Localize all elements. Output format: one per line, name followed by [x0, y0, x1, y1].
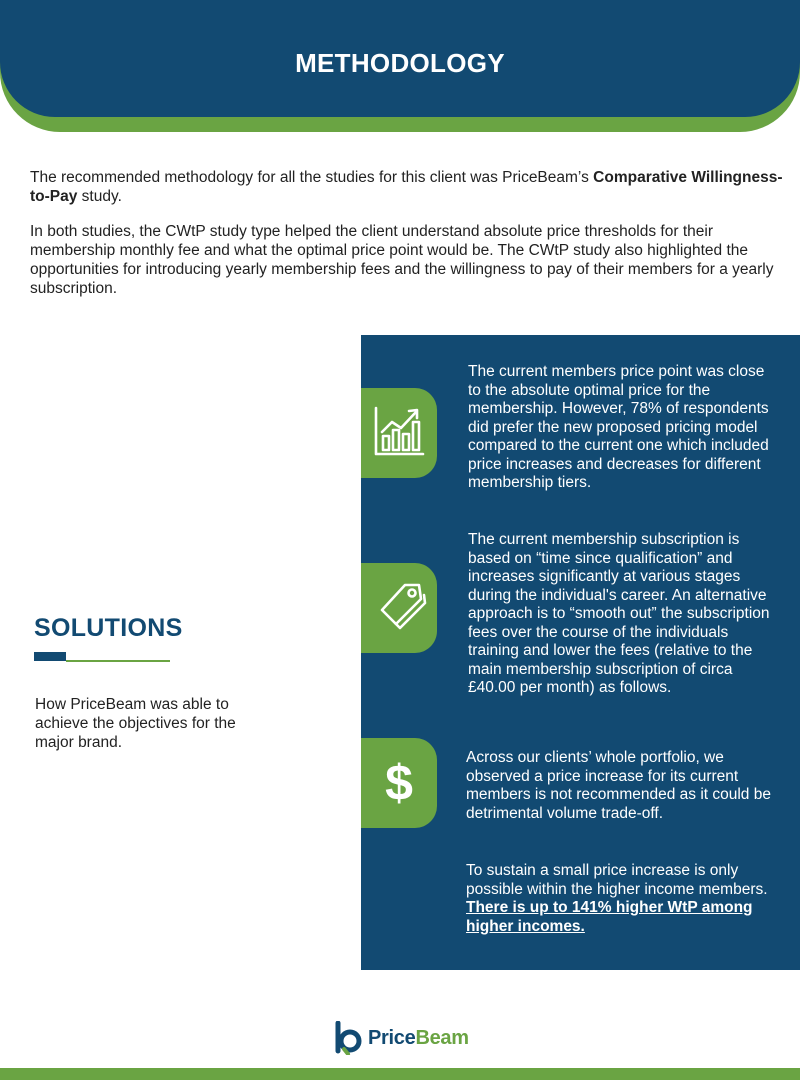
- page-title: METHODOLOGY: [295, 48, 505, 78]
- heading-underline-accent: [34, 652, 66, 661]
- panel-block-2: [468, 531, 773, 698]
- higher-wtp-link[interactable]: There is up to 141% higher WtP among higher incomes.: [466, 899, 753, 935]
- intro-paragraph-2: In both studies, the CWtP study type helped the client understand absolute price thresholds for their membership monthly fee and what the optimal price point would be. The CWtP study also highlighted the opportunities for introducing yearly membership fees and the willingness to pay of their members for a yearly subscription.: [30, 223, 774, 297]
- panel-block-2-text: The current membership subscription is based on “time since qualification” and increases significantly at various stages during the individual's career. An alternative approach is to “smooth out” the subscription fees over the course of the individuals training and lower the fees (relative to the main membership subscription of circa £40.00 per month) as follows.: [468, 531, 770, 696]
- logo-word-beam: Beam: [415, 1026, 469, 1049]
- logo-word-price: Price: [368, 1026, 416, 1049]
- panel-block-1-text: The current members price point was close to the absolute optimal price for the membership. However, 78% of respondents did prefer the new proposed pricing model compared to the current one which included price increases and decreases for different membership tiers.: [468, 363, 769, 491]
- panel-block-4-text: [466, 862, 771, 936]
- panel-block-4-lead: To sustain a small price increase is only possible within the higher income members.: [466, 862, 768, 898]
- solutions-heading: SOLUTIONS: [34, 614, 183, 642]
- growth-chart-icon: [361, 388, 437, 478]
- panel-block-3-text: Across our clients’ whole portfolio, we observed a price increase for its current members is not recommended as it could be detrimental volume trade-off.: [466, 749, 771, 822]
- heading-underline: [66, 660, 170, 662]
- intro-paragraph-1: [30, 168, 790, 206]
- panel-block-1: [468, 363, 773, 493]
- panel-block-4: [466, 862, 771, 936]
- intro-p1-text: The recommended methodology for all the studies for this client was PriceBeam’s: [30, 169, 594, 186]
- pricebeam-logo: [334, 1020, 469, 1056]
- panel-block-3: [466, 749, 771, 823]
- intro-section: [30, 168, 790, 314]
- dollar-glyph: $: [385, 755, 413, 811]
- footer-bar: [0, 1068, 800, 1080]
- intro-p1-bold: Comparative Willingness-to-Pay: [30, 169, 783, 205]
- logo-wordmark: [368, 1027, 469, 1050]
- pricebeam-logo-mark: [334, 1021, 364, 1055]
- solutions-subtitle: How PriceBeam was able to achieve the objectives for the major brand.: [35, 696, 236, 751]
- intro-p1-tail: study.: [77, 188, 122, 205]
- dollar-icon: [361, 738, 437, 828]
- price-tag-icon: [361, 563, 437, 653]
